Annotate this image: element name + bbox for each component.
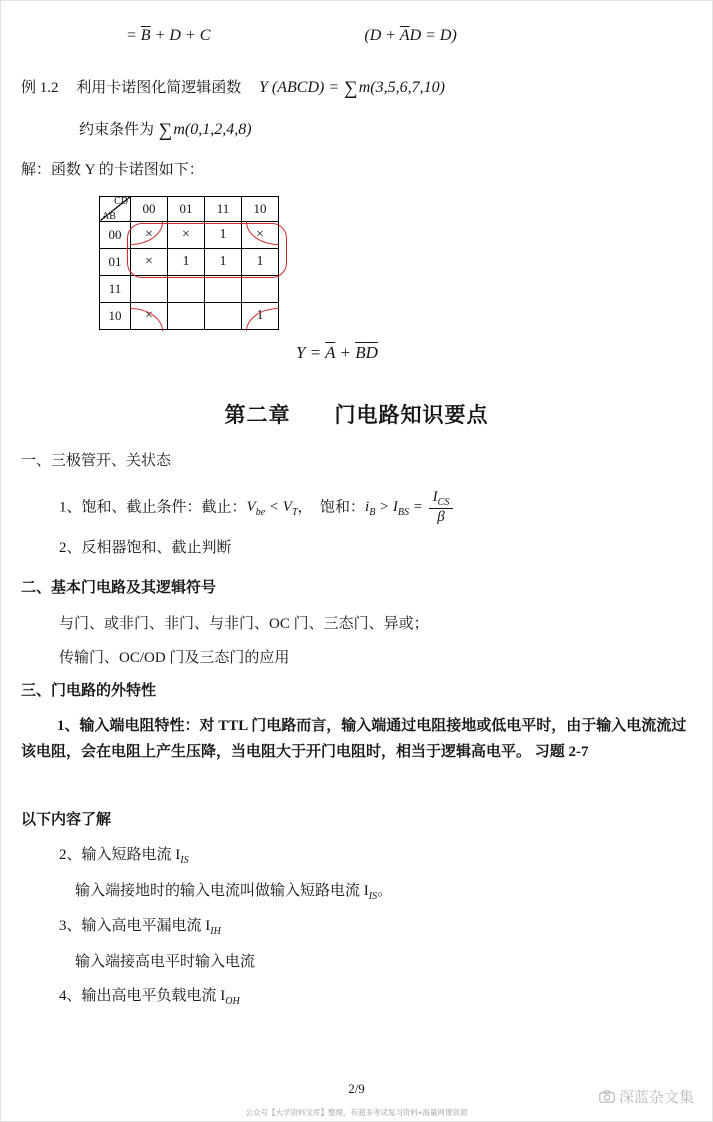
know-more-heading: 以下内容了解 — [21, 811, 112, 828]
condition-saturation-formula: $i_B > I_{BS}$ = $\frac{I_{CS}}{\beta}$ — [365, 499, 453, 515]
kmap-cell: × — [131, 302, 168, 329]
equation-top-left: = $\overline{B} + D + C$ — [126, 27, 211, 44]
kmap-cell — [205, 302, 242, 329]
item-input-short-current-desc: 输入端接地时的输入电流叫做输入短路电流 $I_{IS}$。 — [75, 882, 393, 902]
example-label: 例 1.2 — [21, 80, 59, 96]
kmap-col-header: 00 — [131, 196, 168, 221]
karnaugh-map — [99, 196, 279, 330]
kmap-row-header: 00 — [100, 221, 131, 248]
kmap-cell — [168, 275, 205, 302]
kmap-cell — [168, 302, 205, 329]
kmap-corner-cell — [100, 196, 131, 221]
kmap-cell: 1 — [205, 248, 242, 275]
equation-top-right: $(D + \overline{A}D = D)$ — [364, 27, 457, 44]
section-2-heading: 二、基本门电路及其逻辑符号 — [21, 580, 217, 597]
item-input-high-leak-desc: 输入端接高电平时输入电流 — [75, 953, 256, 970]
kmap-cell: 1 — [242, 248, 279, 275]
kmap-cell — [242, 275, 279, 302]
kmap-cell: × — [168, 221, 205, 248]
example-formula: Y (ABCD) = ∑m(3,5,6,7,10) — [259, 78, 445, 99]
kmap-row-header: 11 — [100, 275, 131, 302]
kmap-cell: × — [131, 221, 168, 248]
watermark — [599, 1086, 694, 1107]
section-1-heading: 一、三极管开、关状态 — [21, 452, 172, 469]
example-intro: 利用卡诺图化简逻辑函数 — [76, 80, 242, 96]
item-input-short-current: 2、输入短路电流 $I_{IS}$ — [59, 847, 189, 867]
kmap-cell — [205, 275, 242, 302]
condition-cutoff-formula: $V_{be} < V_T$ — [246, 498, 298, 518]
kmap-row-header: 01 — [100, 248, 131, 275]
kmap-col-header: 10 — [242, 196, 279, 221]
footnote: 公众号【大学资料宝库】整理，有超多考试复习资料+海量网课资源 — [245, 1108, 468, 1117]
section-2-line-1: 与门、或非门、非门、与非门、OC 门、三态门、异或； — [59, 615, 429, 632]
watermark-text: 深蓝杂文集 — [618, 1089, 694, 1106]
fraction-ics-beta: $\frac{I_{CS}}{\beta}$ — [429, 489, 454, 527]
kmap-cell — [131, 275, 168, 302]
solution-line: 解：函数 Y 的卡诺图如下： — [21, 162, 204, 179]
kmap-col-header: 11 — [205, 196, 242, 221]
section-3-paragraph: 1、输入端电阻特性：对 TTL 门电路而言，输入端通过电阻接地或低电平时，由于输入电流流过该电阻，会在电阻上产生压降，当电阻大于开门电阻时，相当于逻辑高电平。 习题 2-7 — [21, 718, 687, 761]
page-number: 2/9 — [348, 1081, 365, 1096]
kmap-col-header: 01 — [168, 196, 205, 221]
kmap-cell: × — [131, 248, 168, 275]
section-3-heading: 三、门电路的外特性 — [21, 683, 157, 700]
kmap-row-header: 10 — [100, 302, 131, 329]
kmap-cell: 1 — [242, 302, 279, 329]
camera-icon — [599, 1090, 615, 1103]
section-2-line-2: 传输门、OC/OD 门及三态门的应用 — [59, 649, 290, 666]
constraint-formula: ∑m(0,1,2,4,8) — [158, 119, 252, 141]
item-input-high-leak-current: 3、输入高电平漏电流 $I_{IH}$ — [59, 918, 221, 938]
kmap-cell: 1 — [168, 248, 205, 275]
example-line — [21, 75, 692, 103]
kmap-corner-cd-label: CD — [114, 195, 128, 207]
kmap-table — [99, 196, 279, 330]
section-1-item-1: 1、饱和、截止条件：截止：$V_{be} < V_T$， 饱和：$i_B > I_{BS}$ = $\frac{I_{CS}}{\beta}$ — [59, 489, 692, 527]
kmap-cell: 1 — [205, 221, 242, 248]
kmap-corner-ab-label: AB — [102, 210, 116, 222]
item-output-high-load-current: 4、输出高电平负载电流 $I_{OH}$ — [59, 987, 240, 1007]
kmap-result-formula: $Y = \overline{A} + \overline{B}\overline{D}$ — [296, 342, 378, 362]
constraint-label: 约束条件为 — [79, 121, 155, 138]
section-1-item-2: 2、反相器饱和、截止判断 — [59, 540, 232, 557]
top-equations — [126, 27, 692, 45]
kmap-cell: × — [242, 221, 279, 248]
chapter-title: 第二章 门电路知识要点 — [224, 402, 489, 427]
constraint-line — [79, 117, 692, 145]
